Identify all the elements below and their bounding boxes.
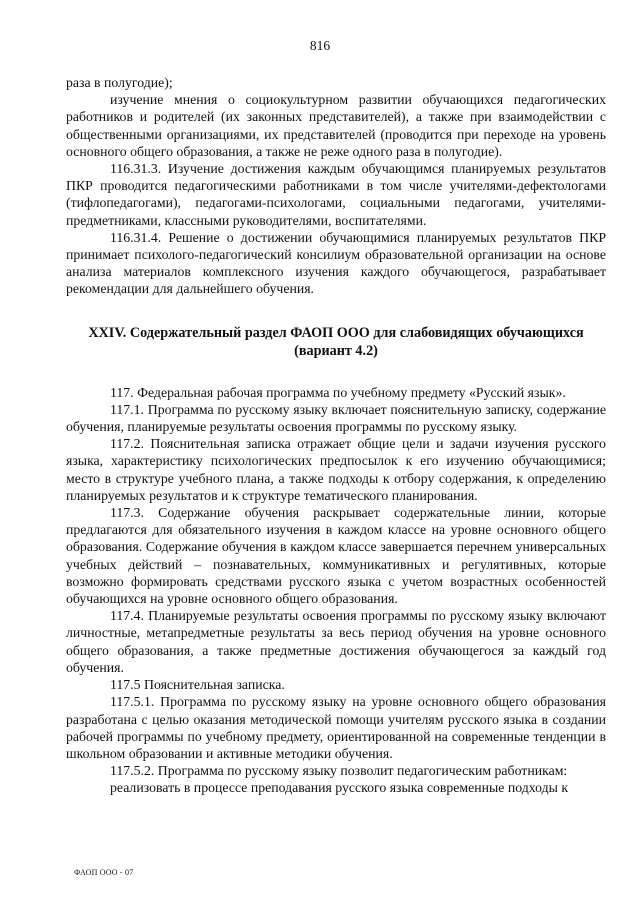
section-title-line1: XXIV. Содержательный раздел ФАОП ООО для слабовидящих обучающихся [88,324,584,341]
paragraph: 117.3. Содержание обучения раскрывает содержательные линии, которые предлагаются для обязательного изучения в каждом классе на уровне основного общего образования. Содержание обучения в каждом классе завершается перечнем универсальных учебных действий – познавательных, коммуникативных и регулятивных, которые возможно формировать средствами русского языка с учетом возрастных особенностей обучающихся на уровне основного общего образования. [66,505,606,607]
paragraph: 116.31.4. Решение о достижении обучающимися планируемых результатов ПКР принимает психолого-педагогический консилиум образовательной организации на основе анализа материалов комплексного изучения каждого обучающегося, разрабатывает рекомендации для дальнейшего обучения. [66,229,606,297]
paragraph: реализовать в процессе преподавания русского языка современные подходы к [110,780,569,796]
footer-code: ФАОП ООО - 07 [74,868,134,877]
paragraph: 116.31.3. Изучение достижения каждым обучающимся планируемых результатов ПКР проводится педагогическими работниками в том числе учителями-дефектологами (тифлопедагогами), педагогами-психологами, социальными педагогами, учителями-предметниками, классными руководителями, воспитателями. [66,161,606,228]
paragraph: 117.5.1. Программа по русскому языку на уровне основного общего образования разработана с целью оказания методической помощи учителям русского языка в создании рабочей программы по учебному предмету, ориентированной на современные тенденции в школьном образовании и активные методики обучения. [66,694,606,761]
paragraph: 117.4. Планируемые результаты освоения программы по русскому языку включают личностные, метапредметные результаты за весь период обучения на уровне основного общего образования, а также предметные достижения обучающегося за каждый год обучения. [66,608,606,675]
page-content [66,74,606,797]
paragraph: 117.1. Программа по русскому языку включает пояснительную записку, содержание обучения, планируемые результаты освоения программы по русскому языку. [66,401,606,435]
section-title-line2: (вариант 4.2) [294,342,378,359]
paragraph: изучение мнения о социокультурном развитии обучающихся педагогических работников и родителей (их законных представителей), а также при взаимодействии с общественными организациями, их представителей (проводится при переходе на уровень основного общего образования, а также не реже одного раза в полугодие). [66,92,606,159]
paragraphs-bottom [66,384,606,797]
paragraph: 117. Федеральная рабочая программа по учебному предмету «Русский язык». [110,384,566,400]
paragraph: 117.5 Пояснительная записка. [110,677,285,693]
section-title [66,324,606,360]
paragraph: раза в полугодие); [66,75,173,90]
page-number: 816 [309,38,331,53]
paragraph: 117.2. Пояснительная записка отражает общие цели и задачи изучения русского языка, характеристику психологических предпосылок к его изучению обучающимися; место в структуре учебного плана, а также подходы к отбору содержания, к определению планируемых результатов и к структуре тематического планирования. [66,436,606,503]
paragraph: 117.5.2. Программа по русскому языку позволит педагогическим работникам: [110,763,568,779]
paragraphs-top [66,74,606,298]
